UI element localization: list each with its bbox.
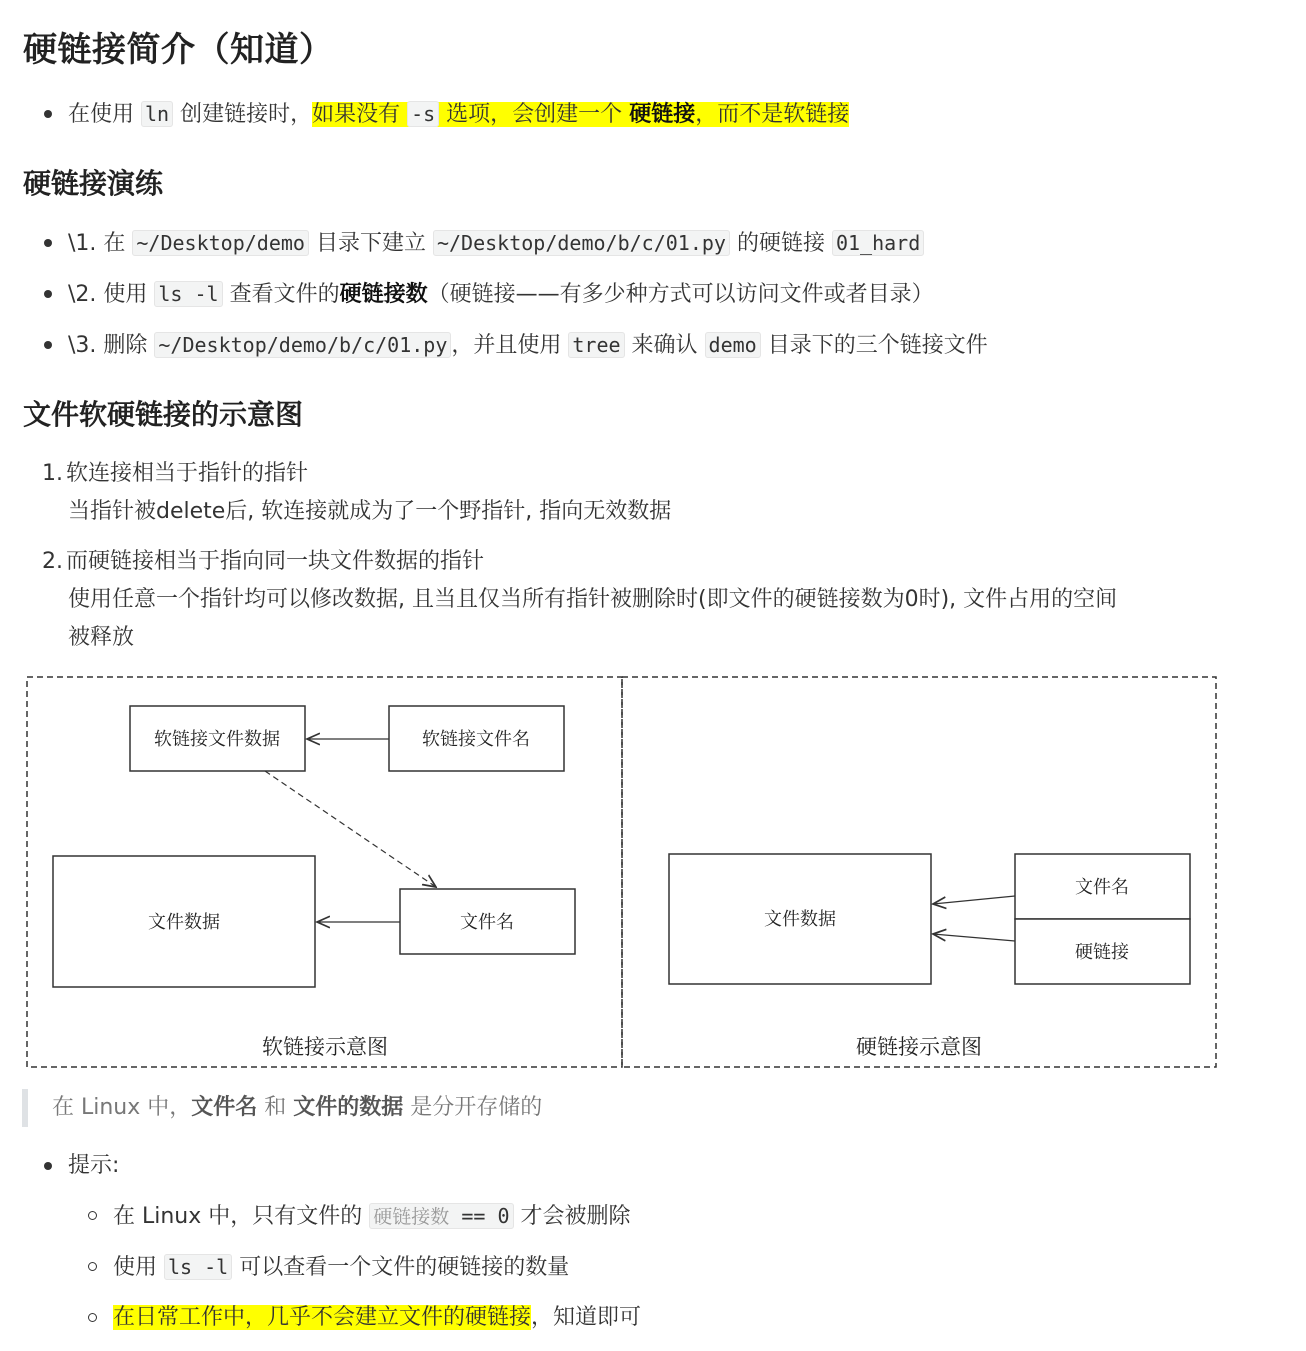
section-title-hardlink-intro: 硬链接简介（知道） bbox=[23, 30, 334, 70]
text: 目录下建立 bbox=[308, 231, 433, 256]
highlight-text: 在日常工作中，几乎不会建立文件的硬链接 bbox=[113, 1305, 532, 1330]
code-ls: ls -l bbox=[164, 1254, 232, 1280]
bold-text: 硬链接 bbox=[629, 102, 696, 127]
text: 软连接相当于指针的指针 bbox=[66, 461, 309, 486]
list-number: 2. bbox=[42, 549, 63, 574]
text: 才会被删除 bbox=[513, 1204, 631, 1229]
text: 使用 bbox=[113, 1255, 164, 1280]
arrow-hardlink-to-data bbox=[933, 934, 1015, 941]
sub-bullet-circle bbox=[88, 1211, 97, 1220]
softlink-name-label: 软链接文件名 bbox=[422, 729, 530, 750]
text: 来确认 bbox=[624, 333, 705, 358]
text: 是分开存储的 bbox=[403, 1095, 543, 1120]
sub-bullet-circle bbox=[88, 1262, 97, 1271]
bullet-dot bbox=[44, 1162, 52, 1170]
text: 可以查看一个文件的硬链接的数量 bbox=[232, 1255, 570, 1280]
ordered-item-2-line2: 使用任意一个指针均可以修改数据, 且当且仅当所有指针被删除时(即文件的硬链接数为0时), 文件占用的空间 bbox=[68, 587, 1118, 612]
softlink-data-label: 软链接文件数据 bbox=[154, 729, 280, 750]
hard-file-name-label: 文件名 bbox=[1075, 877, 1129, 898]
text: 在使用 bbox=[68, 102, 141, 127]
text: 查看文件的 bbox=[222, 282, 340, 307]
blockquote-bar bbox=[22, 1089, 28, 1127]
code-s-option: -s bbox=[407, 101, 439, 127]
text: 目录下的三个链接文件 bbox=[760, 333, 988, 358]
code-text: 硬链接数 bbox=[373, 1206, 450, 1228]
tip-item-1 bbox=[113, 1200, 631, 1233]
code-path: ~/Desktop/demo/b/c/01.py bbox=[154, 332, 451, 358]
bold-text: 文件的数据 bbox=[293, 1095, 404, 1120]
code-hardlink-count bbox=[369, 1203, 513, 1229]
code-ln: ln bbox=[141, 101, 173, 127]
text: 如果没有 bbox=[312, 102, 408, 127]
code-text: == 0 bbox=[449, 1204, 510, 1228]
bold-text: 文件名 bbox=[191, 1095, 258, 1120]
text: 在 Linux 中，只有文件的 bbox=[113, 1204, 370, 1229]
file-name-label: 文件名 bbox=[460, 912, 514, 933]
code-path: ~/Desktop/demo/b/c/01.py bbox=[433, 230, 730, 256]
ordered-item-1-line2: 当指针被delete后, 软连接就成为了一个野指针, 指向无效数据 bbox=[68, 499, 672, 524]
bold-text: 硬链接数 bbox=[339, 282, 428, 307]
soft-link-caption: 软链接示意图 bbox=[262, 1035, 388, 1059]
list-number: 1. bbox=[42, 461, 63, 486]
hard-link-caption: 硬链接示意图 bbox=[856, 1035, 982, 1059]
code-ls: ls -l bbox=[154, 281, 222, 307]
text: \1. 在 bbox=[68, 231, 133, 256]
sub-bullet-circle bbox=[88, 1313, 97, 1322]
text: ，而不是软链接 bbox=[695, 102, 850, 127]
text: 的硬链接 bbox=[729, 231, 832, 256]
tip-item-3 bbox=[113, 1302, 641, 1334]
text: ，并且使用 bbox=[451, 333, 569, 358]
hard-file-data-label: 文件数据 bbox=[764, 909, 836, 930]
text: \2. 使用 bbox=[68, 282, 155, 307]
code-path: ~/Desktop/demo bbox=[132, 230, 309, 256]
section-title-link-diagram: 文件软硬链接的示意图 bbox=[23, 398, 304, 431]
text: 和 bbox=[257, 1095, 294, 1120]
ordered-item-2-line3: 被释放 bbox=[68, 625, 135, 650]
code-demo: demo bbox=[705, 332, 761, 358]
text: 创建链接时， bbox=[173, 102, 313, 127]
arrow-hardname-to-data bbox=[933, 896, 1015, 904]
text: ，知道即可 bbox=[531, 1305, 642, 1330]
code-tree: tree bbox=[568, 332, 624, 358]
blockquote-text bbox=[52, 1092, 542, 1124]
code-filename: 01_hard bbox=[832, 230, 924, 256]
section-title-hardlink-practice: 硬链接演练 bbox=[23, 167, 164, 200]
text: 在 Linux 中， bbox=[52, 1095, 192, 1120]
tip-item-2 bbox=[113, 1251, 569, 1284]
text: 而硬链接相当于指向同一块文件数据的指针 bbox=[66, 549, 485, 574]
file-data-label: 文件数据 bbox=[148, 912, 220, 933]
tips-label: 提示: bbox=[68, 1153, 120, 1178]
hard-link-label: 硬链接 bbox=[1075, 942, 1129, 963]
text: 选项，会创建一个 bbox=[439, 102, 630, 127]
text: （硬链接——有多少种方式可以访问文件或者目录） bbox=[427, 282, 934, 307]
text: \3. 删除 bbox=[68, 333, 155, 358]
